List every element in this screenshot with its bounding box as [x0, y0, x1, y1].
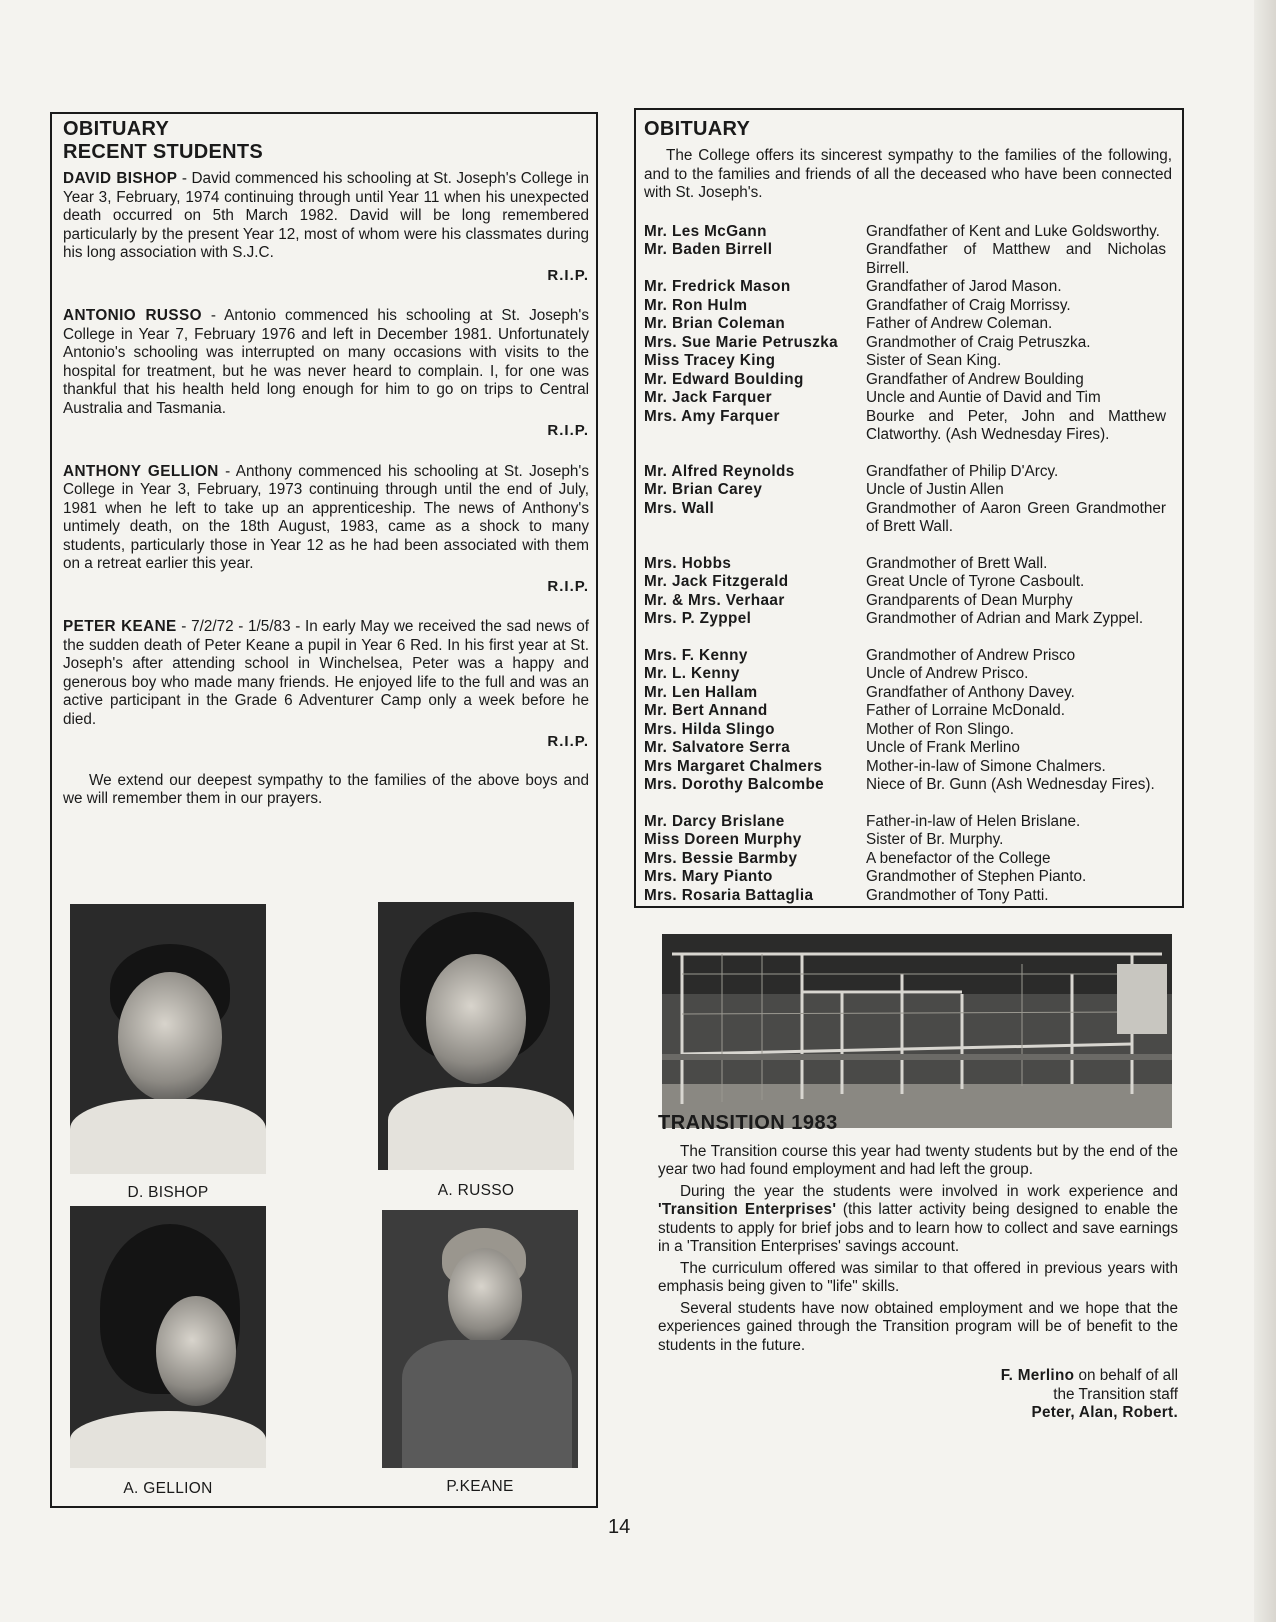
relationship: Uncle of Andrew Prisco. [866, 665, 1029, 682]
obituary-entry [644, 868, 1166, 887]
signature-staff: the Transition staff [1053, 1385, 1178, 1403]
obituary-entry [644, 500, 1166, 537]
obituary-entry [644, 887, 1166, 906]
deceased-name: Mrs. P. Zyppel [644, 610, 752, 627]
relationship: Grandmother of Brett Wall. [866, 554, 1048, 572]
obituary-entry [644, 315, 1166, 334]
deceased-name: Mrs. F. Kenny [644, 646, 748, 664]
article-name: PETER KEANE [63, 618, 177, 635]
relationship: Grandfather of Craig Morrissy. [866, 296, 1071, 314]
obituary-entry [644, 721, 1166, 740]
obituary-entry [644, 241, 1166, 278]
deceased-name: Mr. Brian Coleman [644, 315, 786, 332]
transition-photo [662, 934, 1172, 1128]
sympathy-note [63, 772, 589, 809]
deceased-name: Mr. L. Kenny [644, 665, 740, 682]
deceased-name: Mr. Darcy Brislane [644, 812, 785, 830]
rip-label: R.I.P. [547, 733, 589, 750]
transition-title: TRANSITION 1983 [658, 1112, 838, 1134]
deceased-name: Mr. Len Hallam [644, 683, 758, 701]
photo-russo [378, 902, 574, 1170]
obituary-entry [644, 592, 1166, 611]
photo-keane [382, 1210, 578, 1468]
obituary-entry [644, 223, 1166, 242]
article-keane [63, 618, 589, 752]
signature-block [658, 1367, 1178, 1423]
obituary-entry [644, 739, 1166, 758]
relationship: Niece of Br. Gunn (Ash Wednesday Fires). [866, 776, 1155, 793]
recent-students-obituary-box [50, 112, 598, 1508]
obituary-entry [644, 831, 1166, 850]
relationship: Mother-in-law of Simone Chalmers. [866, 757, 1106, 775]
general-obituary-box [634, 108, 1184, 908]
signature-rest: on behalf of all [1074, 1367, 1178, 1384]
transition-section [658, 1112, 1178, 1423]
deceased-name: Mr. Edward Boulding [644, 370, 804, 388]
obituary-entry [644, 702, 1166, 721]
obituary-entry [644, 776, 1166, 795]
obituary-entry [644, 684, 1166, 703]
sympathy-text: We extend our deepest sympathy to the families of the above boys and we will remember them in our prayers. [63, 771, 589, 807]
obituary-entry [644, 389, 1166, 408]
relationship: Father of Lorraine McDonald. [866, 702, 1065, 719]
deceased-name: Mrs. Sue Marie Petruszka [644, 333, 839, 351]
deceased-name: Mr. Baden Birrell [644, 241, 773, 258]
article-name: ANTHONY GELLION [63, 462, 219, 480]
obituary-entry [644, 334, 1166, 353]
caption-bishop: D. BISHOP [127, 1184, 209, 1201]
relationship: Uncle and Auntie of David and Tim [866, 389, 1101, 406]
obituary-entry [644, 297, 1166, 316]
article-name: ANTONIO RUSSO [63, 307, 202, 324]
article-text: - Anthony commenced his schooling at St. Joseph's College in Year 3, February, 1973 continuing through until the end of July, 1981 when he left to take up an apprenticeship. The news of Anthony's untimely death, on the 18th August, 1983, came as a shock to many students, particularly those in Year 12 as he had been associated with them on a retreat earlier this year. [63, 462, 590, 572]
deceased-name: Mrs. Rosaria Battaglia [644, 886, 814, 904]
deceased-name: Mr. Brian Carey [644, 481, 763, 498]
relationship: A benefactor of the College [866, 849, 1051, 867]
article-text: - David commenced his schooling at St. Joseph's College in Year 3, February, 1974 continuing through until Year 11 when his unexpected death occurred on 5th March 1982. David will be long remembered particularly by the present Year 12, most of whom were his classmates during his long association with S.J.C. [63, 170, 590, 261]
relationship: Grandmother of Stephen Pianto. [866, 868, 1087, 885]
recent-students-title: RECENT STUDENTS [63, 141, 264, 163]
deceased-name: Mrs. Hilda Slingo [644, 720, 775, 738]
caption-russo: A. RUSSO [437, 1182, 515, 1199]
obituary-entry [644, 445, 1166, 482]
relationship: Bourke and Peter, John and Matthew Clatworthy. (Ash Wednesday Fires). [866, 407, 1166, 443]
deceased-name: Mrs. Dorothy Balcombe [644, 776, 825, 793]
relationship: Grandfather of Jarod Mason. [866, 278, 1062, 295]
deceased-name: Mr. Fredrick Mason [644, 278, 791, 295]
deceased-name: Mr. Bert Annand [644, 702, 768, 719]
obituary-title: OBITUARY [63, 118, 170, 140]
obituary-entry [644, 408, 1166, 445]
deceased-name: Mr. & Mrs. Verhaar [644, 591, 785, 609]
relationship: Mother of Ron Slingo. [866, 720, 1014, 738]
deceased-name: Mrs Margaret Chalmers [644, 757, 823, 775]
relationship: Sister of Sean King. [866, 352, 1002, 369]
obituary-entry [644, 610, 1166, 629]
relationship: Uncle of Justin Allen [866, 481, 1004, 498]
relationship: Grandmother of Craig Petruszka. [866, 333, 1091, 351]
relationship: Father of Andrew Coleman. [866, 315, 1053, 332]
deceased-name: Mr. Salvatore Serra [644, 739, 791, 756]
relationship: Grandmother of Tony Patti. [866, 886, 1049, 904]
transition-para-3: The curriculum offered was similar to that offered in previous years with emphasis being given to "life" skills. [658, 1259, 1178, 1295]
obituary-title: OBITUARY [644, 118, 751, 140]
rip-label: R.I.P. [547, 422, 589, 439]
transition-para-2-c: (this latter activity being designed to enable the students to apply for brief jobs and to learn how to collect and save earnings in a 'Transition Enterprises' savings account. [658, 1201, 1178, 1255]
relationship: Grandmother of Aaron Green Grandmother of Brett Wall. [866, 499, 1166, 535]
obituary-entry [644, 850, 1166, 869]
deceased-name: Mrs. Wall [644, 499, 715, 517]
relationship: Grandfather of Andrew Boulding [866, 370, 1084, 388]
obituary-entry [644, 758, 1166, 777]
deceased-name: Mrs. Mary Pianto [644, 868, 773, 885]
article-gellion [63, 463, 589, 597]
signature-staff-names: Peter, Alan, Robert. [1031, 1404, 1178, 1421]
obituary-entry [644, 629, 1166, 666]
transition-para-1: The Transition course this year had twenty students but by the end of the year two had found employment and had left the group. [658, 1142, 1178, 1178]
page-number: 14 [608, 1516, 631, 1538]
obituary-entry [644, 573, 1166, 592]
signature-name: F. Merlino [1000, 1367, 1075, 1384]
obituary-list [644, 223, 1166, 906]
transition-enterprises-label: 'Transition Enterprises' [658, 1201, 837, 1218]
deceased-name: Miss Doreen Murphy [644, 831, 802, 848]
obituary-entry [644, 665, 1166, 684]
photo-gellion [70, 1206, 266, 1468]
transition-para-2-a: During the year the students were involved in work experience and [680, 1182, 1178, 1200]
deceased-name: Mr. Jack Fitzgerald [644, 573, 789, 590]
relationship: Grandmother of Andrew Prisco [866, 646, 1076, 664]
obituary-entry [644, 537, 1166, 574]
obituary-entry [644, 371, 1166, 390]
deceased-name: Mr. Alfred Reynolds [644, 462, 795, 480]
article-russo [63, 307, 589, 441]
relationship: Grandparents of Dean Murphy [866, 591, 1073, 609]
relationship: Father-in-law of Helen Brislane. [866, 812, 1081, 830]
page-edge [1254, 0, 1276, 1622]
deceased-name: Mr. Les McGann [644, 222, 767, 240]
caption-gellion: A. GELLION [123, 1480, 213, 1497]
obituary-entry [644, 795, 1166, 832]
obituary-intro: The College offers its sincerest sympathy to the families of the following, and to the families and friends of all the deceased who have been connected with St. Joseph's. [644, 147, 1172, 201]
relationship: Grandfather of Philip D'Arcy. [866, 462, 1059, 480]
rip-label: R.I.P. [547, 577, 589, 595]
article-name: DAVID BISHOP [63, 170, 178, 187]
relationship: Great Uncle of Tyrone Casboult. [866, 573, 1085, 590]
relationship: Grandfather of Kent and Luke Goldsworthy. [866, 222, 1160, 240]
photo-bishop [70, 904, 266, 1174]
relationship: Sister of Br. Murphy. [866, 831, 1004, 848]
obituary-entry [644, 352, 1166, 371]
transition-para-2 [658, 1183, 1178, 1257]
deceased-name: Mrs. Hobbs [644, 554, 732, 572]
obituary-entry [644, 278, 1166, 297]
relationship: Grandmother of Adrian and Mark Zyppel. [866, 610, 1144, 627]
deceased-name: Mr. Ron Hulm [644, 296, 748, 314]
deceased-name: Miss Tracey King [644, 352, 776, 369]
article-text: - Antonio commenced his schooling at St. Joseph's College in Year 7, February 1976 and left in December 1981. Unfortunately Antonio's schooling was interrupted on many occasions with visits to the hospital for treatment, but he was never heard to complain. I, for one was thankful that his health held long enough for him to go on trips to Central Australia and Tasmania. [63, 307, 589, 417]
rip-label: R.I.P. [547, 266, 589, 284]
deceased-name: Mr. Jack Farquer [644, 389, 772, 406]
caption-keane: P.KEANE [446, 1478, 514, 1495]
article-bishop [63, 170, 589, 285]
transition-para-4: Several students have now obtained employment and we hope that the experiences gained through the Transition program will be of benefit to the students in the future. [658, 1299, 1178, 1354]
relationship: Uncle of Frank Merlino [866, 739, 1020, 756]
relationship: Grandfather of Matthew and Nicholas Birrell. [866, 241, 1166, 277]
deceased-name: Mrs. Bessie Barmby [644, 849, 798, 867]
deceased-name: Mrs. Amy Farquer [644, 407, 780, 425]
relationship: Grandfather of Anthony Davey. [866, 683, 1075, 701]
tennis-court-illustration [662, 934, 1172, 1128]
article-text: - 7/2/72 - 1/5/83 - In early May we received the sad news of the sudden death of Peter Keane a pupil in Year 6 Red. In his first year at St. Joseph's after attending school in Winchelsea, Peter was a happy and generous boy who made many friends. He enjoyed life to the full and was an active participant in the Grade 6 Adventurer Camp only a week before he died. [63, 618, 589, 728]
obituary-entry [644, 481, 1166, 500]
